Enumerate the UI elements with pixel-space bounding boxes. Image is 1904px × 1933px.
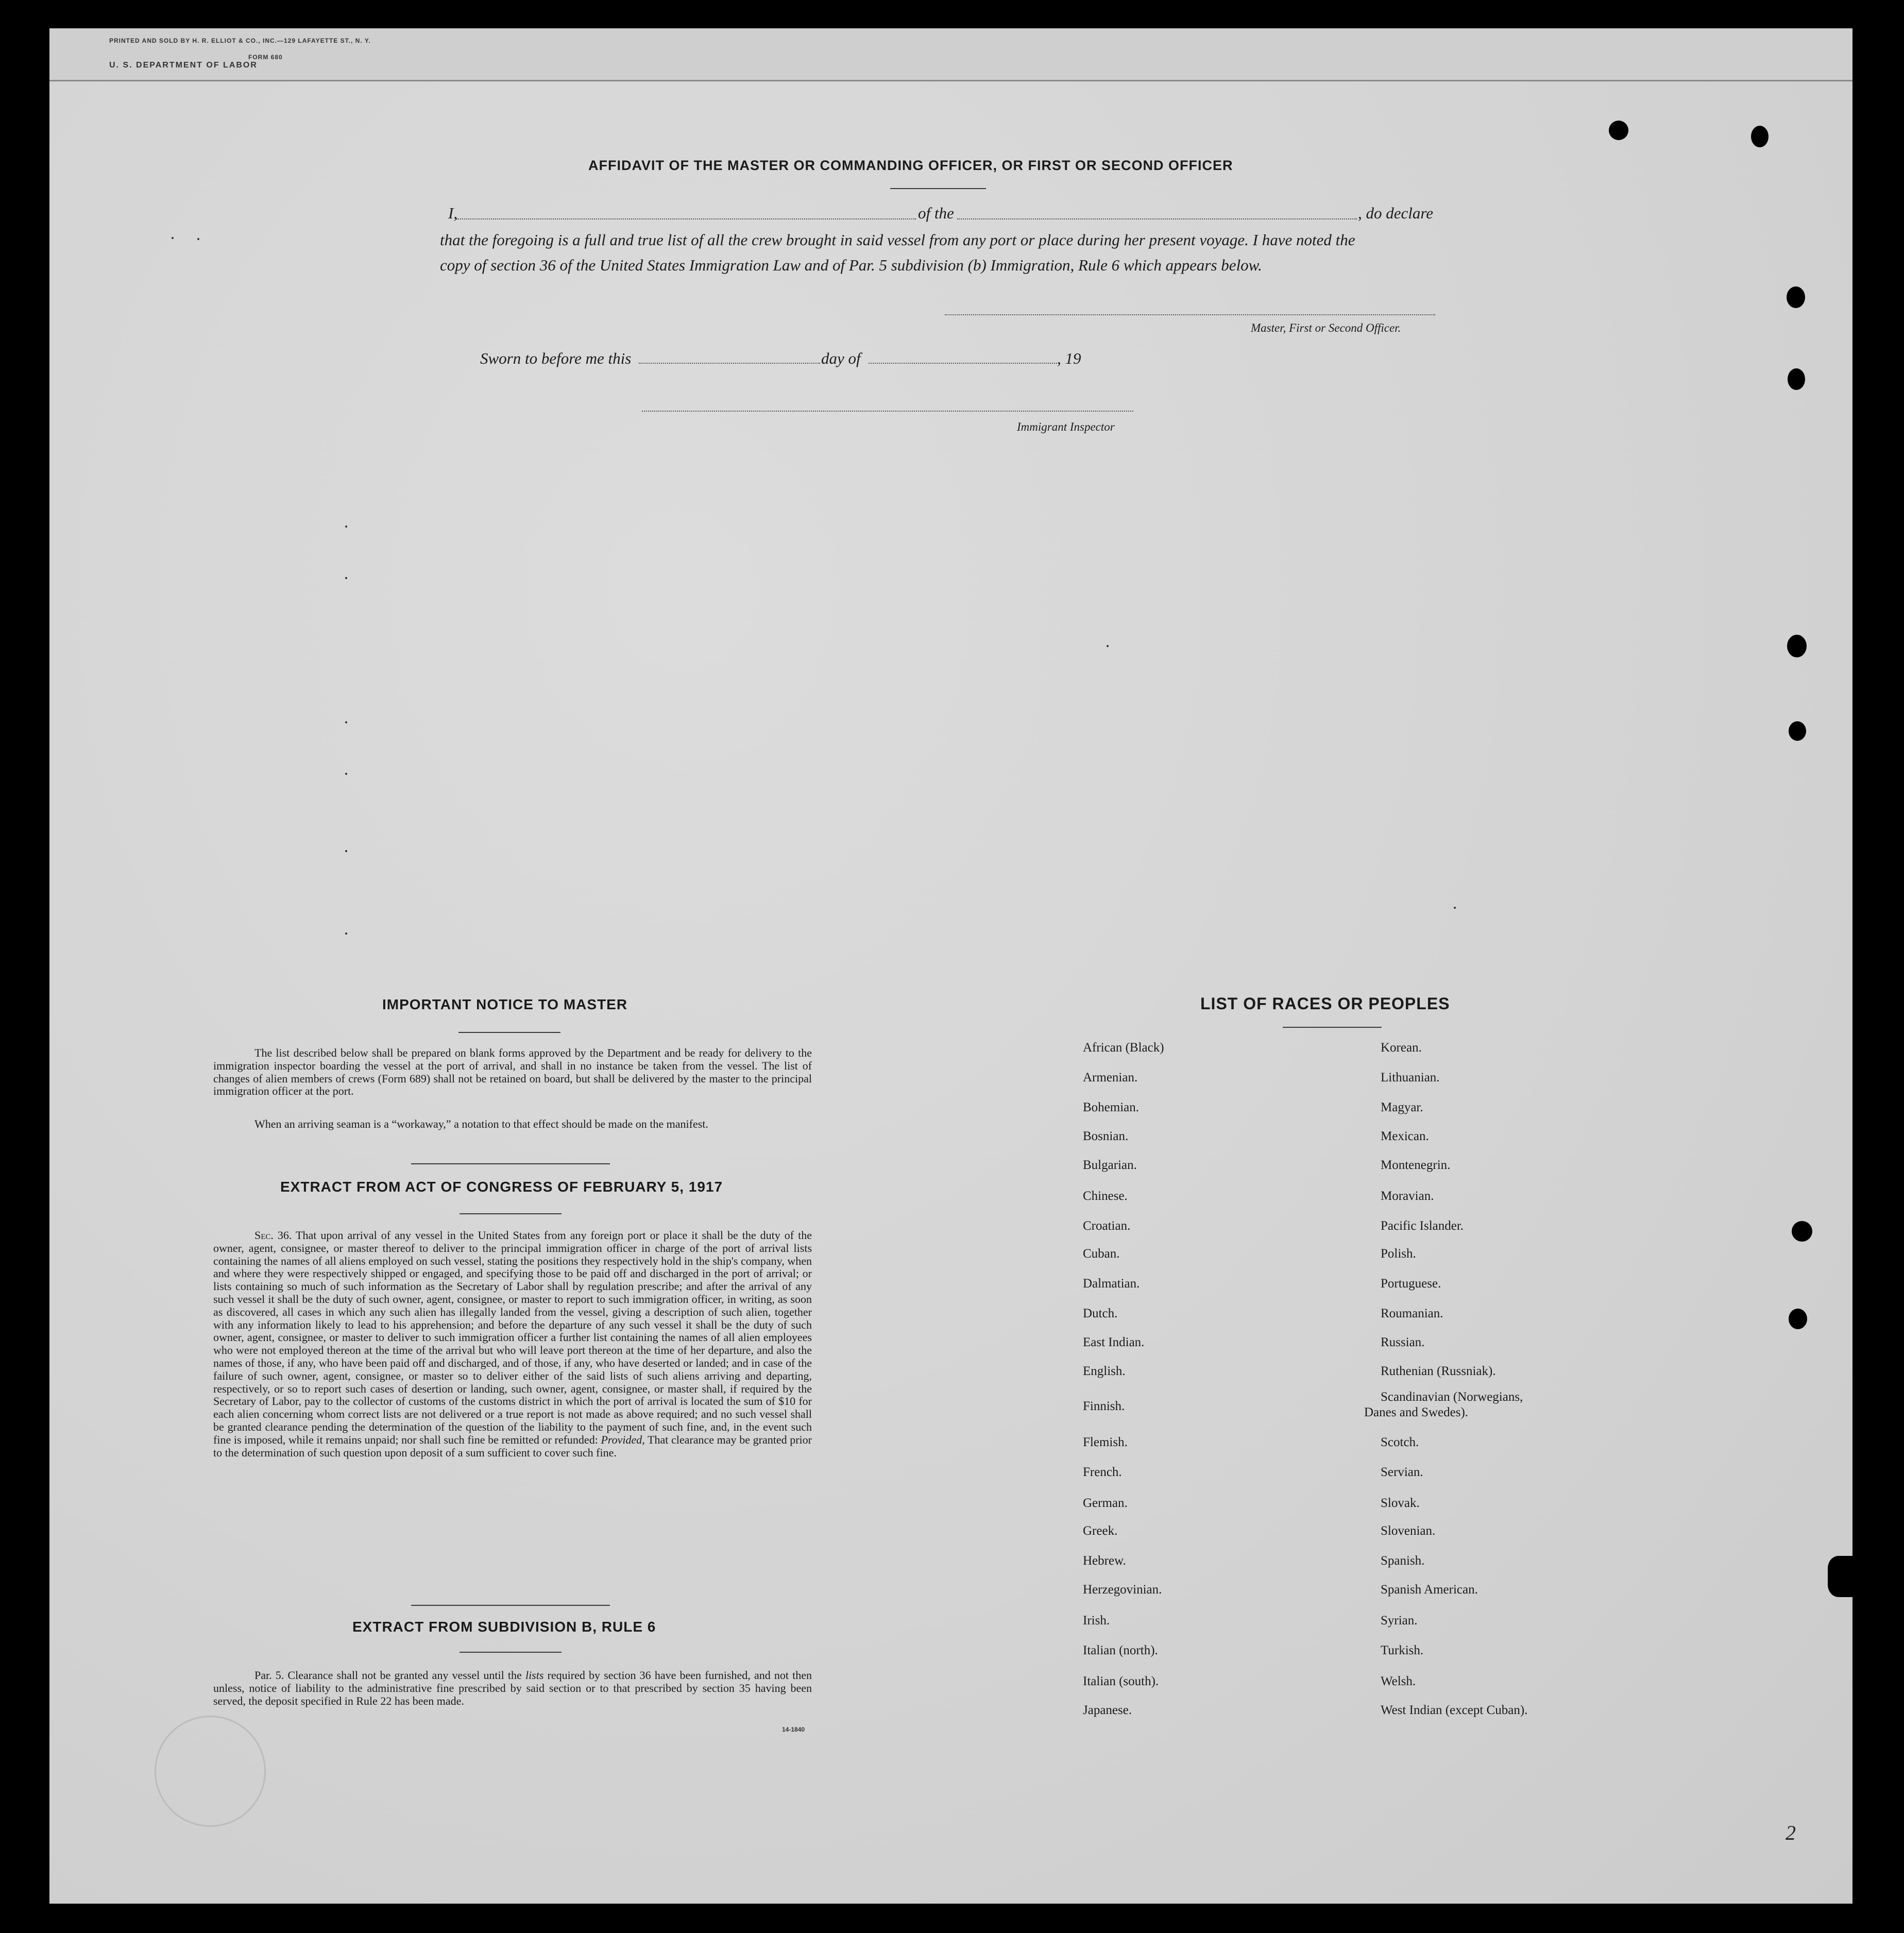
name-blank (456, 218, 916, 219)
race-item: Scotch. (1381, 1435, 1419, 1449)
form-number: FORM 680 (248, 54, 283, 61)
title-rule (890, 188, 986, 189)
race-item: Montenegrin. (1381, 1158, 1451, 1172)
race-item: German. (1083, 1496, 1128, 1510)
races-title: LIST OF RACES OR PEOPLES (1200, 994, 1450, 1013)
punch-hole (1788, 368, 1805, 390)
speck (1107, 645, 1109, 647)
declare-of-the: of the (918, 204, 954, 222)
rule-text-b: required by section 36 have been furnished, and not then unless, notice of liability to the administrative fine prescribed by said section or to that prescribed by section 35 having been served, the deposit specified in Rule 22 has been made. (213, 1669, 812, 1707)
race-item: Roumanian. (1381, 1307, 1443, 1320)
sworn-month-blank (869, 363, 1057, 364)
race-item: Moravian. (1381, 1189, 1434, 1203)
race-item: Welsh. (1381, 1674, 1416, 1688)
rule-text-a: Par. 5. Clearance shall not be granted any vessel until the (254, 1669, 522, 1682)
race-item: Magyar. (1381, 1100, 1423, 1114)
race-item: Servian. (1381, 1465, 1423, 1479)
race-item: French. (1083, 1465, 1122, 1479)
declare-i: I, (448, 204, 458, 222)
races-rule (1283, 1027, 1382, 1028)
race-item: Turkish. (1381, 1643, 1424, 1657)
sworn-year: , 19 (1057, 349, 1081, 367)
race-item: Croatian. (1083, 1219, 1131, 1233)
torn-edge (20, 1479, 46, 1540)
race-item: Irish. (1083, 1614, 1110, 1627)
act-rule (460, 1213, 562, 1214)
vessel-blank (957, 218, 1357, 219)
race-item: Spanish American. (1381, 1583, 1478, 1597)
act-title: EXTRACT FROM ACT OF CONGRESS OF FEBRUARY 5, 1917 (280, 1179, 723, 1195)
inspector-signature-line (642, 411, 1133, 412)
speck (345, 932, 347, 935)
race-item: Japanese. (1083, 1703, 1132, 1717)
race-item: Herzegovinian. (1083, 1583, 1162, 1597)
declare-do-declare: , do declare (1358, 204, 1434, 222)
declaration-line-2: that the foregoing is a full and true list of all the crew brought in said vessel from any port or place during her present voyage. I have noted the (440, 231, 1355, 249)
notice-paragraph-2: When an arriving seaman is a “workaway,” a notation to that effect should be made on the manifest. (254, 1117, 708, 1130)
department-line: U. S. DEPARTMENT OF LABOR (109, 61, 258, 70)
race-item: Dalmatian. (1083, 1277, 1140, 1291)
sworn-day-blank (639, 363, 820, 364)
rule-lists-word: lists (525, 1669, 544, 1682)
speck (197, 238, 199, 240)
speck (345, 577, 347, 579)
pencil-mark: 2 (1786, 1821, 1796, 1844)
race-item: Bohemian. (1083, 1100, 1140, 1114)
form-code: 14-1840 (782, 1726, 805, 1733)
paper-sheet (49, 28, 1852, 1904)
act-section-label: Sec. 36. (254, 1229, 292, 1242)
race-item: Hebrew. (1083, 1554, 1126, 1568)
punch-hole (1792, 1221, 1812, 1242)
section-divider (411, 1163, 610, 1164)
race-item: Syrian. (1381, 1614, 1418, 1627)
race-item: Flemish. (1083, 1435, 1128, 1449)
punch-hole (1751, 126, 1769, 147)
section-divider (411, 1605, 610, 1606)
race-item: Pacific Islander. (1381, 1219, 1464, 1233)
race-item: Bosnian. (1083, 1129, 1129, 1143)
act-text-end: That clearance may be granted prior to the determination of such question upon deposit of a sum sufficient to cover such fine. (213, 1433, 812, 1459)
folded-top-edge (49, 28, 1852, 81)
torn-edge (1828, 1556, 1864, 1597)
race-item: Chinese. (1083, 1189, 1128, 1203)
punch-hole (1789, 1309, 1807, 1329)
speck (345, 773, 347, 775)
sworn-prefix: Sworn to before me this (480, 349, 632, 367)
rule-text (213, 1669, 812, 1707)
speck (345, 721, 347, 723)
race-item: Spanish. (1381, 1554, 1425, 1568)
race-item: Polish. (1381, 1247, 1416, 1261)
punch-hole (1609, 121, 1628, 140)
race-item: Armenian. (1083, 1071, 1138, 1084)
notice-title: IMPORTANT NOTICE TO MASTER (382, 996, 628, 1012)
affidavit-title: AFFIDAVIT OF THE MASTER OR COMMANDING OFFICER, OR FIRST OR SECOND OFFICER (588, 158, 1233, 173)
race-item: Russian. (1381, 1335, 1425, 1349)
act-text-body: That upon arrival of any vessel in the United States from any foreign port or place it shall be the duty of the owner, agent, consignee, or master thereof to deliver to the principal immigration officer in charge of the port of arrival lists containing the names of all aliens employed on such vessel, stating the positions they respectively hold in the ship's company, when and where they were respectively shipped or engaged, and specifying those to be paid off and discharged in the port of arrival; or lists containing so much of such information as the Secretary of Labor shall by regulation prescribe; and after the arrival of any such vessel it shall be the duty of such owner, agent, consignee, or master to report to such immigration officer, in writing, as soon as discovered, all cases in which any such alien has illegally landed from the vessel, giving a description of such alien, together with any information likely to lead to his apprehension; and before the departure of any such vessel it shall be the duty of such owner, agent, consignee, or master to deliver to such immigration officer a further list containing the names of all alien employees who were not employed thereon at the time of the arrival but who will leave port thereon at the time of her departure, and also the names of those, if any, who have been paid off and discharged, and of those, if any, who have deserted or landed; and in case of the failure of such owner, agent, consignee, or master so to deliver either of the said lists of such aliens arriving and departing, respectively, or so to report such cases of desertion or landing, such owner, agent, consignee, or master shall, if required by the Secretary of Labor, pay to the collector of customs of the customs district in which the port of arrival is located the sum of $10 for each alien concerning whom correct lists are not delivered or a true report is not made as above required; and no such vessel shall be granted clearance pending the determination of the question of the liability to the payment of such fine, and, in the event such fine is imposed, while it remains unpaid; nor shall such fine be remitted or refunded: (213, 1229, 812, 1446)
speck (172, 237, 174, 239)
punch-hole (1787, 286, 1805, 308)
master-signature-caption: Master, First or Second Officer. (1251, 321, 1401, 334)
race-item: Scandinavian (Norwegians, (1381, 1390, 1523, 1404)
race-item: Lithuanian. (1381, 1071, 1440, 1084)
notice-rule (458, 1032, 560, 1033)
race-item: Korean. (1381, 1041, 1422, 1055)
punch-hole (1789, 721, 1806, 741)
notice-paragraph-1: The list described below shall be prepared on blank forms approved by the Department and be ready for delivery to the immigration inspector boarding the vessel at the port of arrival, and shall in no instance be taken from the vessel. The list of changes of alien members of crews (Form 689) shall not be retained on board, but shall be delivered by the master to the principal immigration officer at the port. (213, 1046, 812, 1098)
race-item: Cuban. (1083, 1247, 1120, 1261)
race-item: Ruthenian (Russniak). (1381, 1364, 1496, 1378)
sworn-day-of: day of (821, 349, 861, 367)
act-provided: Provided, (601, 1433, 645, 1446)
printer-line: PRINTED AND SOLD BY H. R. ELLIOT & CO., INC.—129 LAFAYETTE ST., N. Y. (109, 37, 371, 44)
race-item: Finnish. (1083, 1399, 1125, 1413)
race-item-continuation: Danes and Swedes). (1364, 1405, 1469, 1419)
rule-title: EXTRACT FROM SUBDIVISION B, RULE 6 (352, 1619, 656, 1635)
race-item: English. (1083, 1364, 1126, 1378)
faint-seal (155, 1716, 266, 1827)
speck (345, 850, 347, 852)
race-item: Slovak. (1381, 1496, 1420, 1510)
race-item: Greek. (1083, 1524, 1118, 1538)
inspector-caption: Immigrant Inspector (1017, 420, 1115, 433)
declaration-line-3: copy of section 36 of the United States Immigration Law and of Par. 5 subdivision (b) Immigration, Rule 6 which appears below. (440, 256, 1262, 274)
race-item: West Indian (except Cuban). (1381, 1703, 1528, 1717)
race-item: Portuguese. (1381, 1277, 1441, 1291)
speck (1454, 907, 1456, 909)
race-item: East Indian. (1083, 1335, 1145, 1349)
master-signature-line (945, 314, 1435, 315)
race-item: Italian (north). (1083, 1643, 1158, 1657)
race-item: Slovenian. (1381, 1524, 1436, 1538)
race-item: African (Black) (1083, 1041, 1164, 1055)
race-item: Mexican. (1381, 1129, 1429, 1143)
speck (345, 525, 347, 528)
race-item: Italian (south). (1083, 1674, 1159, 1688)
act-text (213, 1229, 812, 1459)
race-item: Dutch. (1083, 1307, 1118, 1320)
punch-hole (1787, 635, 1807, 657)
rule-rule (460, 1652, 562, 1653)
race-item: Bulgarian. (1083, 1158, 1137, 1172)
